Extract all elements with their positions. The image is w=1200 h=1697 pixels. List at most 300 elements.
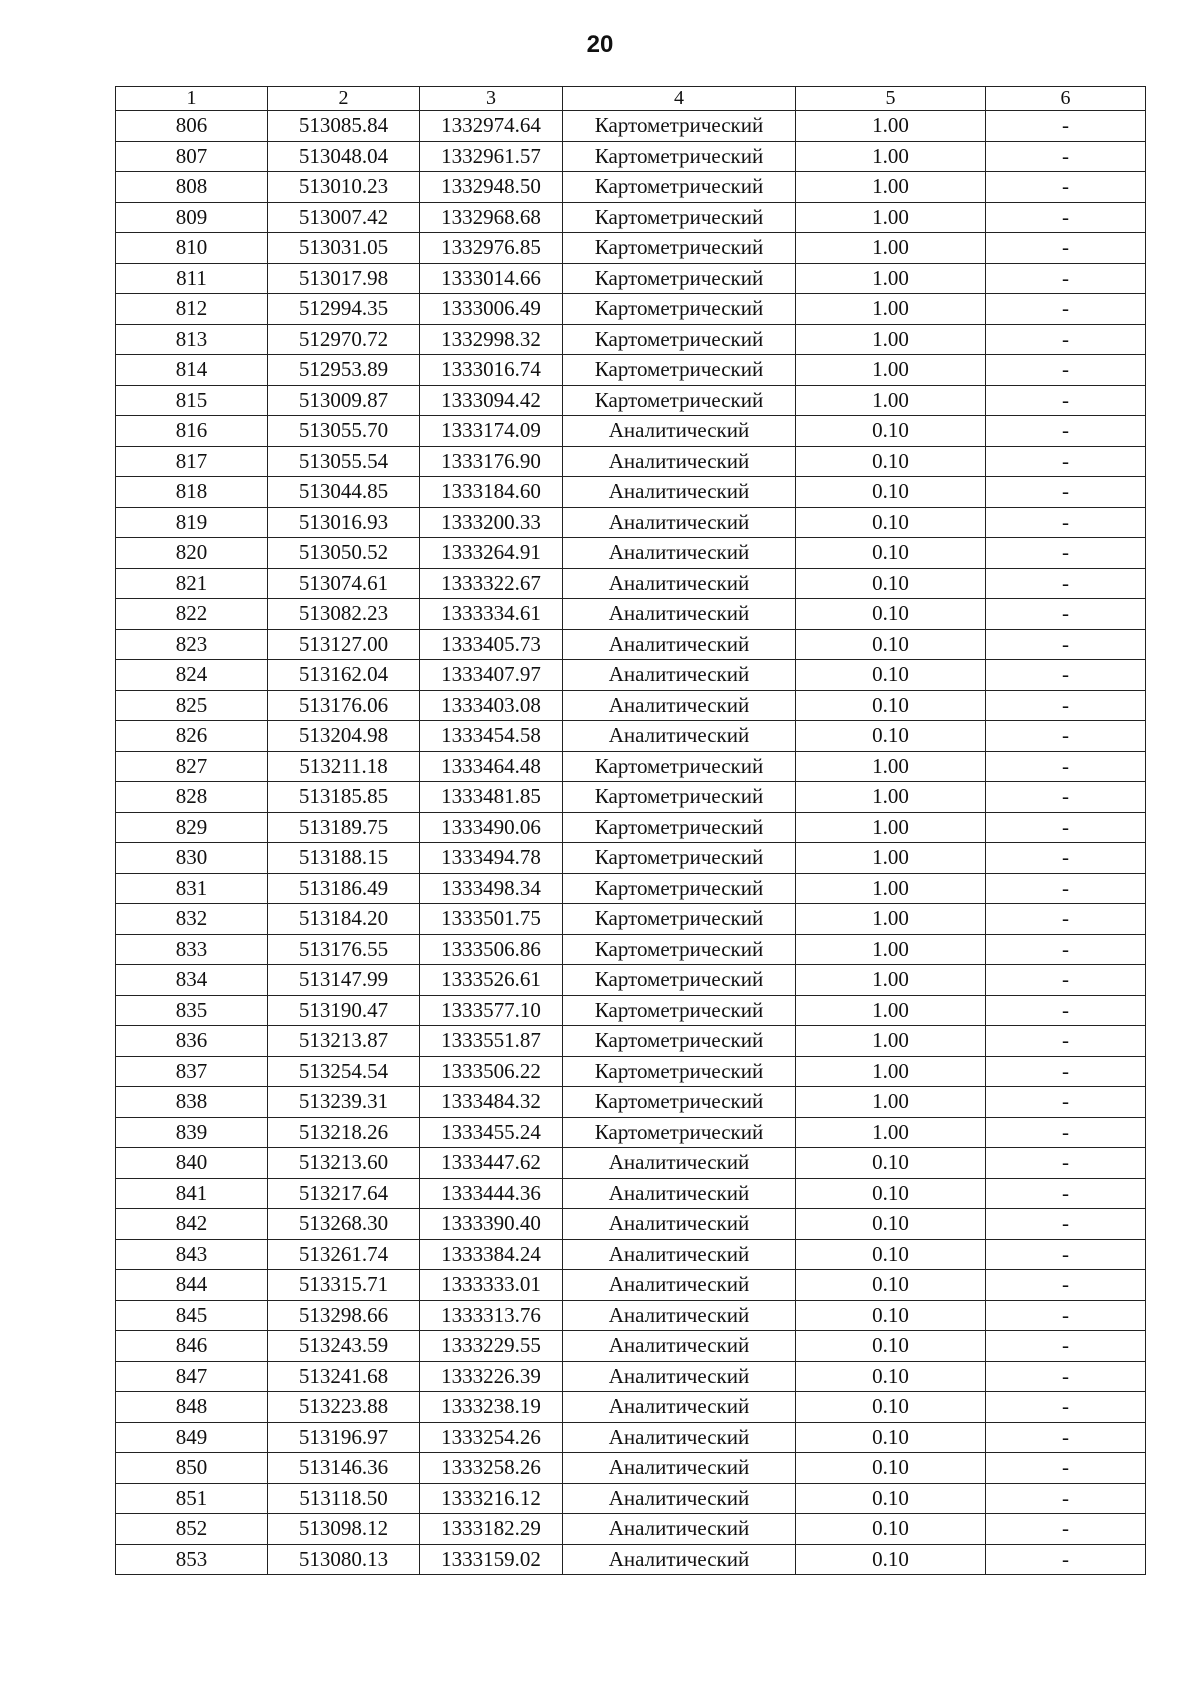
method-cell: Аналитический	[563, 477, 796, 508]
accuracy-cell: 0.10	[796, 568, 986, 599]
note-cell: -	[986, 1544, 1146, 1575]
table-row	[116, 660, 1146, 691]
note-cell: -	[986, 111, 1146, 142]
x-coordinate-cell: 513162.04	[268, 660, 420, 691]
point-number-cell: 841	[116, 1178, 268, 1209]
table-row	[116, 1239, 1146, 1270]
accuracy-cell: 0.10	[796, 1361, 986, 1392]
point-number-cell: 840	[116, 1148, 268, 1179]
accuracy-cell: 1.00	[796, 1056, 986, 1087]
accuracy-cell: 0.10	[796, 690, 986, 721]
method-cell: Аналитический	[563, 416, 796, 447]
table-row	[116, 141, 1146, 172]
note-cell: -	[986, 721, 1146, 752]
point-number-cell: 850	[116, 1453, 268, 1484]
note-cell: -	[986, 934, 1146, 965]
x-coordinate-cell: 513007.42	[268, 202, 420, 233]
accuracy-cell: 0.10	[796, 1331, 986, 1362]
note-cell: -	[986, 568, 1146, 599]
y-coordinate-cell: 1333014.66	[420, 263, 563, 294]
method-cell: Аналитический	[563, 1300, 796, 1331]
accuracy-cell: 0.10	[796, 1300, 986, 1331]
note-cell: -	[986, 782, 1146, 813]
x-coordinate-cell: 513211.18	[268, 751, 420, 782]
y-coordinate-cell: 1333407.97	[420, 660, 563, 691]
note-cell: -	[986, 385, 1146, 416]
point-number-cell: 824	[116, 660, 268, 691]
x-coordinate-cell: 513241.68	[268, 1361, 420, 1392]
method-cell: Аналитический	[563, 1361, 796, 1392]
x-coordinate-cell: 513050.52	[268, 538, 420, 569]
x-coordinate-cell: 513146.36	[268, 1453, 420, 1484]
method-cell: Аналитический	[563, 690, 796, 721]
x-coordinate-cell: 512970.72	[268, 324, 420, 355]
table-body	[116, 111, 1146, 1575]
x-coordinate-cell: 513243.59	[268, 1331, 420, 1362]
accuracy-cell: 0.10	[796, 477, 986, 508]
point-number-cell: 852	[116, 1514, 268, 1545]
x-coordinate-cell: 513044.85	[268, 477, 420, 508]
point-number-cell: 828	[116, 782, 268, 813]
note-cell: -	[986, 1026, 1146, 1057]
note-cell: -	[986, 1422, 1146, 1453]
accuracy-cell: 1.00	[796, 904, 986, 935]
point-number-cell: 811	[116, 263, 268, 294]
note-cell: -	[986, 477, 1146, 508]
point-number-cell: 818	[116, 477, 268, 508]
point-number-cell: 827	[116, 751, 268, 782]
table-row	[116, 873, 1146, 904]
x-coordinate-cell: 513188.15	[268, 843, 420, 874]
accuracy-cell: 0.10	[796, 660, 986, 691]
accuracy-cell: 1.00	[796, 751, 986, 782]
method-cell: Картометрический	[563, 812, 796, 843]
x-coordinate-cell: 513189.75	[268, 812, 420, 843]
method-cell: Аналитический	[563, 507, 796, 538]
x-coordinate-cell: 513127.00	[268, 629, 420, 660]
note-cell: -	[986, 1056, 1146, 1087]
y-coordinate-cell: 1333551.87	[420, 1026, 563, 1057]
method-cell: Картометрический	[563, 782, 796, 813]
y-coordinate-cell: 1332961.57	[420, 141, 563, 172]
table-row	[116, 721, 1146, 752]
y-coordinate-cell: 1333006.49	[420, 294, 563, 325]
point-number-cell: 835	[116, 995, 268, 1026]
point-number-cell: 814	[116, 355, 268, 386]
accuracy-cell: 1.00	[796, 385, 986, 416]
note-cell: -	[986, 599, 1146, 630]
note-cell: -	[986, 1148, 1146, 1179]
note-cell: -	[986, 1239, 1146, 1270]
table-row	[116, 812, 1146, 843]
table-row	[116, 385, 1146, 416]
note-cell: -	[986, 843, 1146, 874]
method-cell: Аналитический	[563, 1331, 796, 1362]
accuracy-cell: 1.00	[796, 233, 986, 264]
y-coordinate-cell: 1333174.09	[420, 416, 563, 447]
table-row	[116, 1117, 1146, 1148]
x-coordinate-cell: 513010.23	[268, 172, 420, 203]
note-cell: -	[986, 172, 1146, 203]
note-cell: -	[986, 355, 1146, 386]
x-coordinate-cell: 513016.93	[268, 507, 420, 538]
method-cell: Картометрический	[563, 843, 796, 874]
header-row	[116, 87, 1146, 111]
table-row	[116, 751, 1146, 782]
point-number-cell: 815	[116, 385, 268, 416]
accuracy-cell: 0.10	[796, 1544, 986, 1575]
method-cell: Картометрический	[563, 324, 796, 355]
point-number-cell: 821	[116, 568, 268, 599]
point-number-cell: 831	[116, 873, 268, 904]
table-row	[116, 263, 1146, 294]
table-row	[116, 1392, 1146, 1423]
note-cell: -	[986, 629, 1146, 660]
y-coordinate-cell: 1333501.75	[420, 904, 563, 935]
x-coordinate-cell: 513185.85	[268, 782, 420, 813]
accuracy-cell: 1.00	[796, 1117, 986, 1148]
x-coordinate-cell: 513186.49	[268, 873, 420, 904]
note-cell: -	[986, 690, 1146, 721]
accuracy-cell: 1.00	[796, 812, 986, 843]
point-number-cell: 832	[116, 904, 268, 935]
y-coordinate-cell: 1333484.32	[420, 1087, 563, 1118]
column-header: 3	[420, 87, 563, 111]
table-row	[116, 1422, 1146, 1453]
accuracy-cell: 0.10	[796, 599, 986, 630]
accuracy-cell: 1.00	[796, 782, 986, 813]
y-coordinate-cell: 1333464.48	[420, 751, 563, 782]
table-row	[116, 629, 1146, 660]
accuracy-cell: 0.10	[796, 507, 986, 538]
x-coordinate-cell: 513098.12	[268, 1514, 420, 1545]
note-cell: -	[986, 1331, 1146, 1362]
table-row	[116, 111, 1146, 142]
note-cell: -	[986, 1087, 1146, 1118]
x-coordinate-cell: 513074.61	[268, 568, 420, 599]
table-row	[116, 843, 1146, 874]
note-cell: -	[986, 1178, 1146, 1209]
accuracy-cell: 1.00	[796, 995, 986, 1026]
y-coordinate-cell: 1333506.22	[420, 1056, 563, 1087]
y-coordinate-cell: 1333184.60	[420, 477, 563, 508]
point-number-cell: 838	[116, 1087, 268, 1118]
point-number-cell: 842	[116, 1209, 268, 1240]
point-number-cell: 826	[116, 721, 268, 752]
table-row	[116, 477, 1146, 508]
table-row	[116, 1209, 1146, 1240]
method-cell: Аналитический	[563, 1178, 796, 1209]
method-cell: Картометрический	[563, 141, 796, 172]
method-cell: Картометрический	[563, 385, 796, 416]
method-cell: Картометрический	[563, 873, 796, 904]
note-cell: -	[986, 294, 1146, 325]
method-cell: Картометрический	[563, 263, 796, 294]
point-number-cell: 817	[116, 446, 268, 477]
table-row	[116, 446, 1146, 477]
y-coordinate-cell: 1333226.39	[420, 1361, 563, 1392]
method-cell: Аналитический	[563, 1483, 796, 1514]
note-cell: -	[986, 507, 1146, 538]
note-cell: -	[986, 141, 1146, 172]
y-coordinate-cell: 1333494.78	[420, 843, 563, 874]
point-number-cell: 848	[116, 1392, 268, 1423]
x-coordinate-cell: 513315.71	[268, 1270, 420, 1301]
note-cell: -	[986, 1392, 1146, 1423]
accuracy-cell: 1.00	[796, 934, 986, 965]
x-coordinate-cell: 513218.26	[268, 1117, 420, 1148]
point-number-cell: 816	[116, 416, 268, 447]
table-row	[116, 1514, 1146, 1545]
table-header	[116, 87, 1146, 111]
y-coordinate-cell: 1333333.01	[420, 1270, 563, 1301]
x-coordinate-cell: 512994.35	[268, 294, 420, 325]
accuracy-cell: 1.00	[796, 965, 986, 996]
x-coordinate-cell: 513176.55	[268, 934, 420, 965]
table-row	[116, 416, 1146, 447]
y-coordinate-cell: 1333506.86	[420, 934, 563, 965]
y-coordinate-cell: 1333498.34	[420, 873, 563, 904]
x-coordinate-cell: 513204.98	[268, 721, 420, 752]
x-coordinate-cell: 513009.87	[268, 385, 420, 416]
page-number: 20	[586, 31, 614, 58]
table-row	[116, 568, 1146, 599]
x-coordinate-cell: 513196.97	[268, 1422, 420, 1453]
note-cell: -	[986, 965, 1146, 996]
accuracy-cell: 0.10	[796, 1392, 986, 1423]
accuracy-cell: 0.10	[796, 1453, 986, 1484]
y-coordinate-cell: 1333313.76	[420, 1300, 563, 1331]
x-coordinate-cell: 513031.05	[268, 233, 420, 264]
x-coordinate-cell: 513213.87	[268, 1026, 420, 1057]
x-coordinate-cell: 513147.99	[268, 965, 420, 996]
point-number-cell: 844	[116, 1270, 268, 1301]
accuracy-cell: 0.10	[796, 416, 986, 447]
y-coordinate-cell: 1332974.64	[420, 111, 563, 142]
y-coordinate-cell: 1332998.32	[420, 324, 563, 355]
point-number-cell: 819	[116, 507, 268, 538]
x-coordinate-cell: 513217.64	[268, 1178, 420, 1209]
y-coordinate-cell: 1333258.26	[420, 1453, 563, 1484]
y-coordinate-cell: 1333490.06	[420, 812, 563, 843]
table-row	[116, 1300, 1146, 1331]
accuracy-cell: 1.00	[796, 355, 986, 386]
table-row	[116, 1331, 1146, 1362]
accuracy-cell: 0.10	[796, 1148, 986, 1179]
y-coordinate-cell: 1332976.85	[420, 233, 563, 264]
method-cell: Картометрический	[563, 1056, 796, 1087]
point-number-cell: 813	[116, 324, 268, 355]
accuracy-cell: 0.10	[796, 1209, 986, 1240]
method-cell: Картометрический	[563, 111, 796, 142]
y-coordinate-cell: 1333176.90	[420, 446, 563, 477]
note-cell: -	[986, 660, 1146, 691]
method-cell: Аналитический	[563, 568, 796, 599]
note-cell: -	[986, 904, 1146, 935]
y-coordinate-cell: 1333216.12	[420, 1483, 563, 1514]
x-coordinate-cell: 513176.06	[268, 690, 420, 721]
accuracy-cell: 0.10	[796, 1178, 986, 1209]
y-coordinate-cell: 1333444.36	[420, 1178, 563, 1209]
x-coordinate-cell: 513268.30	[268, 1209, 420, 1240]
point-number-cell: 853	[116, 1544, 268, 1575]
table-row	[116, 538, 1146, 569]
accuracy-cell: 1.00	[796, 111, 986, 142]
method-cell: Аналитический	[563, 1453, 796, 1484]
method-cell: Аналитический	[563, 1209, 796, 1240]
method-cell: Картометрический	[563, 751, 796, 782]
y-coordinate-cell: 1333200.33	[420, 507, 563, 538]
point-number-cell: 834	[116, 965, 268, 996]
point-number-cell: 843	[116, 1239, 268, 1270]
accuracy-cell: 1.00	[796, 172, 986, 203]
note-cell: -	[986, 263, 1146, 294]
table-row	[116, 1361, 1146, 1392]
point-number-cell: 845	[116, 1300, 268, 1331]
point-number-cell: 833	[116, 934, 268, 965]
y-coordinate-cell: 1333334.61	[420, 599, 563, 630]
y-coordinate-cell: 1333094.42	[420, 385, 563, 416]
accuracy-cell: 0.10	[796, 1514, 986, 1545]
note-cell: -	[986, 324, 1146, 355]
table-row	[116, 1270, 1146, 1301]
accuracy-cell: 0.10	[796, 446, 986, 477]
x-coordinate-cell: 513261.74	[268, 1239, 420, 1270]
method-cell: Аналитический	[563, 629, 796, 660]
note-cell: -	[986, 538, 1146, 569]
table-row	[116, 1148, 1146, 1179]
column-header: 4	[563, 87, 796, 111]
table-row	[116, 1483, 1146, 1514]
method-cell: Картометрический	[563, 1087, 796, 1118]
note-cell: -	[986, 1209, 1146, 1240]
accuracy-cell: 0.10	[796, 1270, 986, 1301]
y-coordinate-cell: 1333182.29	[420, 1514, 563, 1545]
note-cell: -	[986, 202, 1146, 233]
method-cell: Картометрический	[563, 355, 796, 386]
method-cell: Аналитический	[563, 538, 796, 569]
note-cell: -	[986, 1453, 1146, 1484]
y-coordinate-cell: 1333403.08	[420, 690, 563, 721]
accuracy-cell: 1.00	[796, 263, 986, 294]
y-coordinate-cell: 1333390.40	[420, 1209, 563, 1240]
note-cell: -	[986, 751, 1146, 782]
point-number-cell: 820	[116, 538, 268, 569]
x-coordinate-cell: 513080.13	[268, 1544, 420, 1575]
point-number-cell: 812	[116, 294, 268, 325]
table-row	[116, 1087, 1146, 1118]
column-header: 5	[796, 87, 986, 111]
accuracy-cell: 0.10	[796, 538, 986, 569]
method-cell: Аналитический	[563, 1239, 796, 1270]
x-coordinate-cell: 513190.47	[268, 995, 420, 1026]
note-cell: -	[986, 1117, 1146, 1148]
accuracy-cell: 1.00	[796, 843, 986, 874]
point-number-cell: 823	[116, 629, 268, 660]
method-cell: Картометрический	[563, 965, 796, 996]
note-cell: -	[986, 812, 1146, 843]
method-cell: Аналитический	[563, 1270, 796, 1301]
accuracy-cell: 0.10	[796, 1483, 986, 1514]
point-number-cell: 807	[116, 141, 268, 172]
method-cell: Картометрический	[563, 904, 796, 935]
method-cell: Картометрический	[563, 294, 796, 325]
x-coordinate-cell: 513055.70	[268, 416, 420, 447]
method-cell: Аналитический	[563, 660, 796, 691]
y-coordinate-cell: 1333238.19	[420, 1392, 563, 1423]
method-cell: Аналитический	[563, 1544, 796, 1575]
note-cell: -	[986, 995, 1146, 1026]
point-number-cell: 847	[116, 1361, 268, 1392]
column-header: 2	[268, 87, 420, 111]
x-coordinate-cell: 512953.89	[268, 355, 420, 386]
point-number-cell: 839	[116, 1117, 268, 1148]
point-number-cell: 822	[116, 599, 268, 630]
table-row	[116, 355, 1146, 386]
y-coordinate-cell: 1333384.24	[420, 1239, 563, 1270]
x-coordinate-cell: 513085.84	[268, 111, 420, 142]
note-cell: -	[986, 1514, 1146, 1545]
accuracy-cell: 0.10	[796, 1422, 986, 1453]
table-row	[116, 324, 1146, 355]
y-coordinate-cell: 1333454.58	[420, 721, 563, 752]
point-number-cell: 806	[116, 111, 268, 142]
table-row	[116, 172, 1146, 203]
accuracy-cell: 1.00	[796, 1087, 986, 1118]
table-row	[116, 233, 1146, 264]
y-coordinate-cell: 1332948.50	[420, 172, 563, 203]
note-cell: -	[986, 1361, 1146, 1392]
accuracy-cell: 0.10	[796, 629, 986, 660]
note-cell: -	[986, 1300, 1146, 1331]
note-cell: -	[986, 1270, 1146, 1301]
table-row	[116, 1178, 1146, 1209]
table-row	[116, 599, 1146, 630]
y-coordinate-cell: 1333254.26	[420, 1422, 563, 1453]
x-coordinate-cell: 513223.88	[268, 1392, 420, 1423]
method-cell: Аналитический	[563, 721, 796, 752]
method-cell: Картометрический	[563, 172, 796, 203]
point-number-cell: 849	[116, 1422, 268, 1453]
y-coordinate-cell: 1333322.67	[420, 568, 563, 599]
y-coordinate-cell: 1333264.91	[420, 538, 563, 569]
table-row	[116, 1056, 1146, 1087]
note-cell: -	[986, 446, 1146, 477]
accuracy-cell: 1.00	[796, 141, 986, 172]
table-row	[116, 690, 1146, 721]
method-cell: Аналитический	[563, 1422, 796, 1453]
x-coordinate-cell: 513048.04	[268, 141, 420, 172]
accuracy-cell: 1.00	[796, 1026, 986, 1057]
point-number-cell: 830	[116, 843, 268, 874]
accuracy-cell: 1.00	[796, 873, 986, 904]
point-number-cell: 825	[116, 690, 268, 721]
y-coordinate-cell: 1333159.02	[420, 1544, 563, 1575]
point-number-cell: 836	[116, 1026, 268, 1057]
x-coordinate-cell: 513239.31	[268, 1087, 420, 1118]
table-row	[116, 507, 1146, 538]
method-cell: Картометрический	[563, 995, 796, 1026]
method-cell: Аналитический	[563, 1148, 796, 1179]
y-coordinate-cell: 1333016.74	[420, 355, 563, 386]
x-coordinate-cell: 513184.20	[268, 904, 420, 935]
accuracy-cell: 0.10	[796, 1239, 986, 1270]
point-number-cell: 837	[116, 1056, 268, 1087]
coordinates-table	[115, 86, 1146, 1575]
table-row	[116, 782, 1146, 813]
accuracy-cell: 1.00	[796, 202, 986, 233]
method-cell: Картометрический	[563, 233, 796, 264]
